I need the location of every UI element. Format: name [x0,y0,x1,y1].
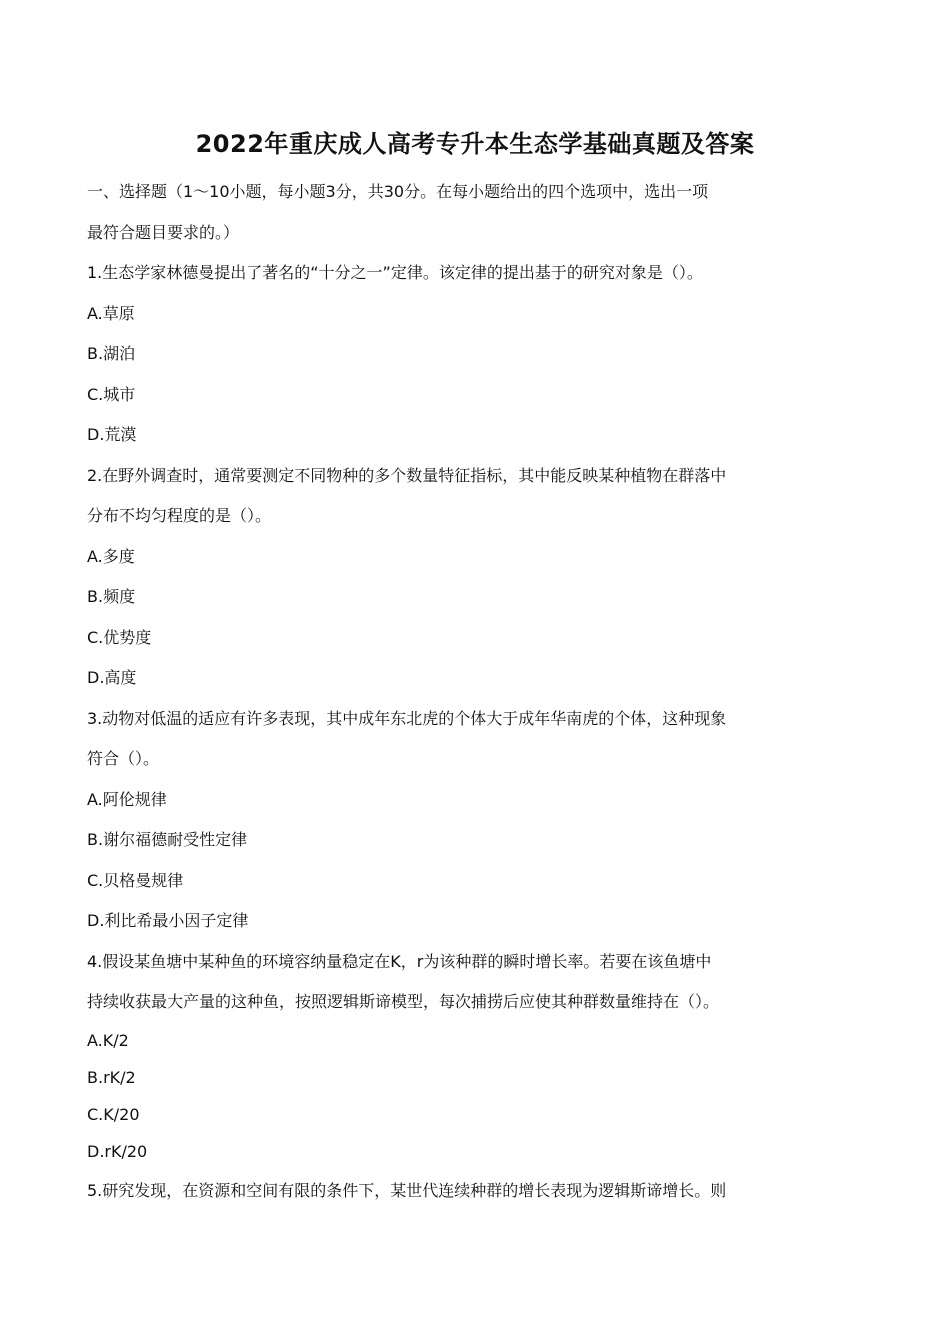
question-3-option-c: C.贝格曼规律 [87,871,184,890]
question-1-stem: 1.生态学家林德曼提出了著名的“十分之一”定律。该定律的提出基于的研究对象是（）。 [87,263,703,282]
question-2-option-b: B.频度 [87,587,136,606]
question-4-option-c: C.K/20 [87,1105,140,1124]
question-2-option-a: A.多度 [87,547,135,566]
question-4-option-a: A.K/2 [87,1031,129,1050]
question-4-stem-line-2: 持续收获最大产量的这种鱼，按照逻辑斯谛模型，每次捕捞后应使其种群数量维持在（）。 [87,992,720,1011]
page-title: 2022年重庆成人高考专升本生态学基础真题及答案 [195,130,755,158]
question-4-option-d: D.rK/20 [87,1142,148,1161]
question-1-option-c: C.城市 [87,385,136,404]
question-4-stem-line-1: 4.假设某鱼塘中某种鱼的环境容纳量稳定在K，r为该种群的瞬时增长率。若要在该鱼塘中 [87,952,712,971]
question-4-option-b: B.rK/2 [87,1068,136,1087]
question-5-stem-line-1: 5.研究发现，在资源和空间有限的条件下，某世代连续种群的增长表现为逻辑斯谛增长。则 [87,1181,727,1200]
question-1-option-a: A.草原 [87,304,135,323]
question-2-option-c: C.优势度 [87,628,152,647]
section-instructions-line-1: 一、选择题（1～10小题，每小题3分，共30分。在每小题给出的四个选项中，选出一项 [87,182,709,201]
question-3-stem-line-1: 3.动物对低温的适应有许多表现，其中成年东北虎的个体大于成年华南虎的个体，这种现象 [87,709,727,728]
question-1-option-b: B.湖泊 [87,344,136,363]
question-2-stem-line-2: 分布不均匀程度的是（）。 [87,506,272,525]
question-2-option-d: D.高度 [87,668,137,687]
question-3-option-b: B.谢尔福德耐受性定律 [87,830,248,849]
question-3-stem-line-2: 符合（）。 [87,749,160,768]
section-instructions-line-2: 最符合题目要求的。） [87,223,240,242]
question-3-option-a: A.阿伦规律 [87,790,167,809]
question-2-stem-line-1: 2.在野外调查时，通常要测定不同物种的多个数量特征指标，其中能反映某种植物在群落中 [87,466,727,485]
question-3-option-d: D.利比希最小因子定律 [87,911,249,930]
question-1-option-d: D.荒漠 [87,425,137,444]
